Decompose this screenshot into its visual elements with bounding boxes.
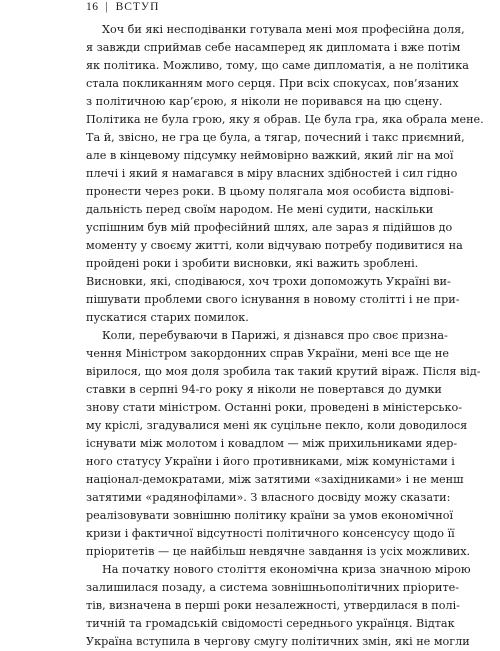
text-line: тичній та громадській свідомості середнього українця. Відтак xyxy=(86,617,455,630)
text-line: плечі і який я намагався в міру власних здібностей і сил гідно xyxy=(86,167,458,180)
header-separator: | xyxy=(105,1,109,13)
text-line: чення Міністром закордонних справ України, мені все ще не xyxy=(86,347,449,360)
text-line: реалізовувати зовнішню політику країни за умов економічної xyxy=(86,509,454,522)
text-line: кризи і фактичної відсутності політичного консенсусу щодо її xyxy=(86,527,455,540)
text-line: пройдені роки і зробити висновки, які важить зроблені. xyxy=(86,257,419,270)
text-line: пішувати проблеми свого існування в новому столітті і не при- xyxy=(86,293,460,306)
text-line: затятими «радянофілами». З власного досвіду можу сказати: xyxy=(86,491,451,504)
text-line: залишилася позаду, а система зовнішньополітичних пріорите- xyxy=(86,581,460,594)
text-line: Коли, перебуваючи в Парижі, я дізнався про своє призна- xyxy=(102,329,448,342)
text-line: Політика не була грою, яку я обрав. Це була гра, яка обрала мене. xyxy=(86,113,484,126)
text-line: як політика. Можливо, тому, що саме дипломатія, а не політика xyxy=(86,59,469,72)
text-line: тів, визначена в перші роки незалежності, утвердилася в полі- xyxy=(86,599,460,612)
text-line: вірилося, що моя доля зробила так такий крутий віраж. Після від- xyxy=(86,365,481,378)
paragraph xyxy=(86,21,484,327)
text-line: пускатися старих помилок. xyxy=(86,311,249,324)
running-head xyxy=(86,0,159,14)
text-line: моменту у своєму житті, коли відчуваю потребу подивитися на xyxy=(86,239,463,252)
paragraph xyxy=(86,327,481,561)
text-line: му кріслі, згадувалися мені як суцільне пекло, коли доводилося xyxy=(86,419,468,432)
text-line: Та й, звісно, не гра це була, а тягар, почесний і такс приємний, xyxy=(86,131,465,144)
text-line: успішним був мій професійний шлях, але зараз я підійшов до xyxy=(86,221,453,234)
text-line: ставки в серпні 94-го року я ніколи не повертався до думки xyxy=(86,383,442,396)
text-line: Висновки, які, сподіваюся, хоч трохи допоможуть Україні ви- xyxy=(86,275,451,288)
text-line: дальність перед своїм народом. Не мені судити, наскільки xyxy=(86,203,434,216)
text-line: я завжди сприймав себе насамперед як дипломата і вже потім xyxy=(86,41,461,54)
text-line: знову стати міністром. Останні роки, проведені в міністерсько- xyxy=(86,401,462,414)
text-line: пронести через роки. В цьому полягала моя особиста відпові- xyxy=(86,185,454,198)
text-line: пріоритетів — це найбільш невдячне завдання із усіх можливих. xyxy=(86,545,471,558)
text-line: Україна вступила в чергову смугу політичних змін, які не могли xyxy=(86,635,470,648)
section-title: ВСТУП xyxy=(115,1,160,13)
text-line: ного статусу України і його противниками, між комуністами і xyxy=(86,455,455,468)
text-line: націонал-демократами, між затятими «західниками» і не менш xyxy=(86,473,464,486)
text-line: з політичною кар’єрою, я ніколи не поривався на цю сцену. xyxy=(86,95,443,108)
text-line: На початку нового століття економічна криза значною мірою xyxy=(102,563,471,576)
page-number: 16 xyxy=(86,1,99,13)
paragraph xyxy=(86,561,471,651)
text-line: існувати між молотом і ковадлом — між прихильниками ядер- xyxy=(86,437,458,450)
text-line: але в кінцевому підсумку неймовірно важкий, який ліг на мої xyxy=(86,149,454,162)
body-text xyxy=(86,21,484,651)
text-line: Хоч би які несподіванки готувала мені моя професійна доля, xyxy=(102,23,465,36)
text-line: стала покликанням мого серця. При всіх спокусах, пов’язаних xyxy=(86,77,459,90)
